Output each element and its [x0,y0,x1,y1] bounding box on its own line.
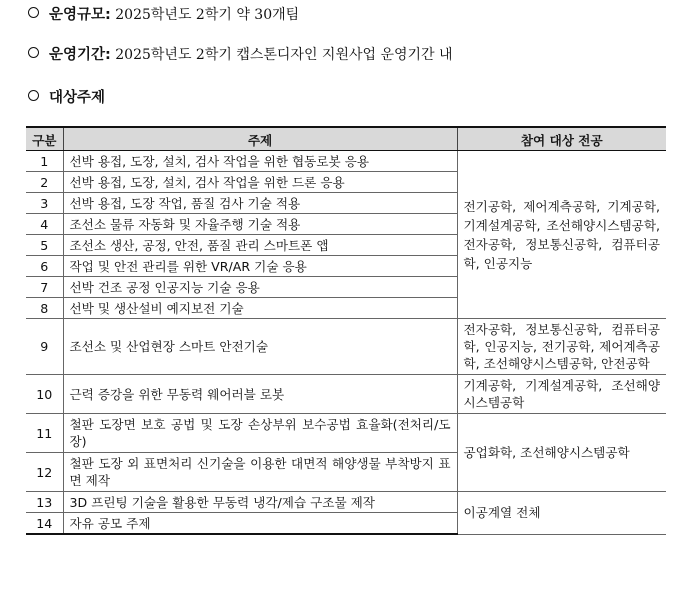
bullet-scale [28,3,299,24]
row-number: 11 [26,414,63,453]
row-topic: 조선소 생산, 공정, 안전, 품질 관리 스마트폰 앱 [63,235,457,256]
row-topic: 선박 용접, 도장, 설치, 검사 작업을 위한 드론 응용 [63,172,457,193]
row-number: 1 [26,151,63,172]
row-number: 4 [26,214,63,235]
row-topic: 선박 및 생산설비 예지보전 기술 [63,298,457,319]
row-topic: 근력 증강을 위한 무동력 웨어러블 로봇 [63,375,457,414]
table-row [26,319,666,375]
row-majors: 기계공학, 기계설계공학, 조선해양시스템공학 [457,375,666,414]
header-majors: 참여 대상 전공 [457,127,666,151]
row-number: 12 [26,453,63,492]
row-topic: 조선소 및 산업현장 스마트 안전기술 [63,319,457,375]
row-number: 8 [26,298,63,319]
row-majors: 공업화학, 조선해양시스템공학 [457,414,666,492]
row-number: 3 [26,193,63,214]
row-topic: 조선소 물류 자동화 및 자율주행 기술 적용 [63,214,457,235]
row-number: 6 [26,256,63,277]
row-number: 7 [26,277,63,298]
row-topic: 철판 도장면 보호 공법 및 도장 손상부위 보수공법 효율화(전처리/도장) [63,414,457,453]
topics-table [26,126,666,535]
row-topic: 3D 프린팅 기술을 활용한 무동력 냉각/제습 구조물 제작 [63,492,457,513]
header-category: 구분 [26,127,63,151]
bullet-label: 대상주제 [49,90,106,106]
row-topic: 자유 공모 주제 [63,513,457,535]
table-row [26,151,666,172]
bullet-topics [28,86,105,107]
row-number: 9 [26,319,63,375]
bullet-label: 운영규모: [49,7,111,23]
row-majors: 이공계열 전체 [457,492,666,535]
row-topic: 선박 용접, 도장 작업, 품질 검사 기술 적용 [63,193,457,214]
circle-bullet-icon [28,7,39,18]
row-number: 2 [26,172,63,193]
row-majors: 전기공학, 제어계측공학, 기계공학, 기계설계공학, 조선해양시스템공학, 전자공학, 정보통신공학, 컴퓨터공학, 인공지능 [457,151,666,319]
table-row [26,414,666,453]
row-number: 14 [26,513,63,535]
row-majors: 전자공학, 정보통신공학, 컴퓨터공학, 인공지능, 전기공학, 제어계측공학, 조선해양시스템공학, 안전공학 [457,319,666,375]
bullet-text: 2025학년도 2학기 약 30개팀 [110,7,300,23]
circle-bullet-icon [28,90,39,101]
row-topic: 선박 용접, 도장, 설치, 검사 작업을 위한 협동로봇 응용 [63,151,457,172]
row-topic: 철판 도장 외 표면처리 신기술을 이용한 대면적 해양생물 부착방지 표면 제작 [63,453,457,492]
table-row [26,375,666,414]
table-header-row [26,127,666,151]
circle-bullet-icon [28,47,39,58]
bullet-label: 운영기간: [49,47,111,63]
table-row [26,492,666,513]
header-topic: 주제 [63,127,457,151]
bullet-period [28,43,453,64]
row-topic: 선박 건조 공정 인공지능 기술 응용 [63,277,457,298]
row-topic: 작업 및 안전 관리를 위한 VR/AR 기술 응용 [63,256,457,277]
bullet-text: 2025학년도 2학기 캡스톤디자인 지원사업 운영기간 내 [110,47,453,63]
row-number: 10 [26,375,63,414]
row-number: 5 [26,235,63,256]
row-number: 13 [26,492,63,513]
